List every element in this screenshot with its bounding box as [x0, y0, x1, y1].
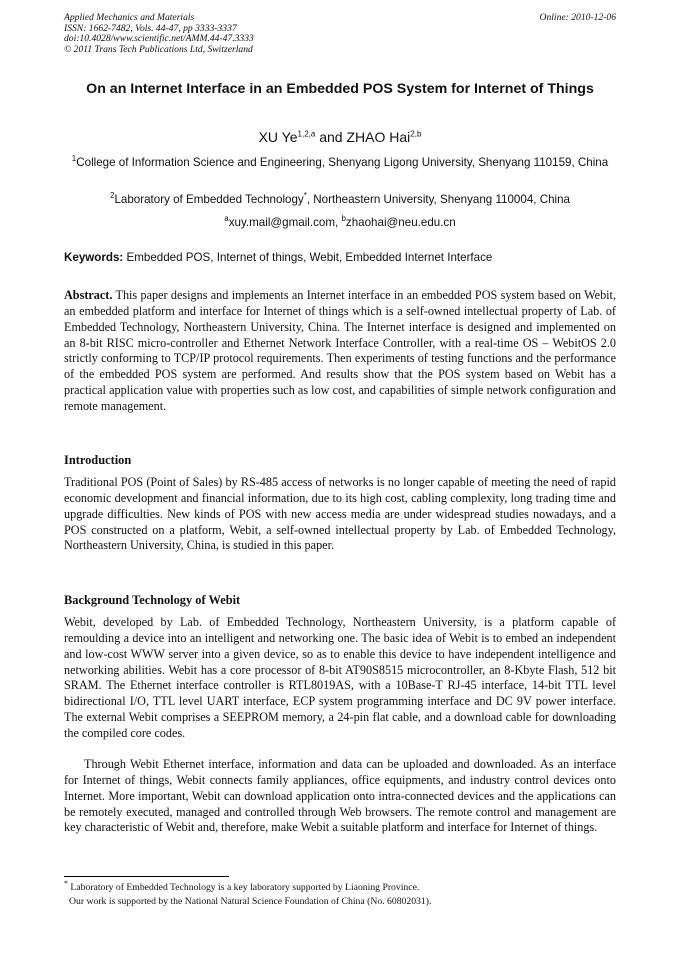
footnote-2: Our work is supported by the National Natural Science Foundation of China (No. 60802031).	[69, 896, 432, 907]
affiliation-text: , Northeastern University, Shenyang 110004, China	[306, 193, 571, 206]
introduction-paragraph: Traditional POS (Point of Sales) by RS-485 access of networks is no longer capable of meeting the need of rapid economic development and financial information, due to its high cost, cabling complexity, long trading time and upgrade difficulties. New kinds of POS with new access media are under widespread studies nowadays, and a POS constructed on a platform, Webit, a self-owned intellectual property by Lab. of Embedded Technology, Northeastern University, China, is studied in this paper.	[64, 475, 616, 553]
keywords-label: Keywords:	[64, 251, 124, 264]
paper-title: On an Internet Interface in an Embedded POS System for Internet of Things	[86, 81, 594, 97]
journal-name: Applied Mechanics and Materials	[64, 12, 195, 23]
keywords-text: Embedded POS, Internet of things, Webit, Embedded Internet Interface	[123, 251, 493, 264]
journal-header	[64, 13, 616, 55]
affiliation-text: Laboratory of Embedded Technology	[114, 193, 304, 206]
section-heading-background: Background Technology of Webit	[64, 593, 241, 607]
author-name: XU Ye	[258, 129, 298, 145]
footnote-divider	[64, 876, 229, 877]
doi-line: doi:10.4028/www.scientific.net/AMM.44-47.3333	[64, 33, 254, 45]
footnote-marker: *	[64, 878, 68, 888]
author-superscript: 1,2,a	[297, 129, 316, 139]
background-paragraph-2: Through Webit Ethernet interface, information and data can be uploaded and downloaded. As an interface for Internet of things, Webit connects family appliances, office equipments, and industry control devices onto Internet. More important, Webit can download application onto intra-connected devices and the applications can be remotely executed, managed and controlled through Web browsers. The remote control and management are key characteristic of Webit and, therefore, make Webit a suitable platform and interface for Internet of things.	[64, 757, 616, 835]
issn-line: ISSN: 1662-7482, Vols. 44-47, pp 3333-3337	[64, 22, 237, 34]
affiliation-text: College of Information Science and Engineering, Shenyang Ligong University, Shenyang 110159, China	[76, 156, 609, 169]
email-line	[64, 215, 616, 231]
author-superscript: 2,b	[410, 129, 422, 139]
affiliation-marker: 2	[109, 191, 115, 201]
email-address: xuy.mail@gmail.com	[228, 216, 336, 229]
footnote-1	[64, 878, 616, 894]
author-conjunction: and	[315, 129, 347, 145]
copyright-line: © 2011 Trans Tech Publications Ltd, Switzerland	[64, 43, 253, 55]
email-address: zhaohai@neu.edu.cn	[345, 216, 456, 229]
author-name: ZHAO Hai	[346, 129, 411, 145]
online-date: Online: 2010-12-06	[539, 12, 616, 23]
affiliation-1	[64, 155, 616, 171]
email-marker: b	[341, 214, 346, 224]
email-separator: ,	[335, 216, 342, 229]
footnote-marker: *	[303, 191, 307, 201]
background-paragraph-1: Webit, developed by Lab. of Embedded Technology, Northeastern University, is a platform capable of remoulding a device into an intelligent and networking one. The basic idea of Webit is to embed an independent and low-cost WWW server into a given device, so as to enable this device to have independent intelligence and networking abilities. Webit has a core processor of 8-bit AT90S8515 microcontroller, an 8-Kbyte Flash, 512 bit SRAM. The Ethernet interface controller is RTL8019AS, with a 10Base-T RJ-45 interface, 14-bit TTL level bidirectional I/O, TTL level UART interface, ECP system programming interface and DC 9V power interface. The external Webit comprises a SEEPROM memory, a 24-pin flat cable, and a download cable for downloading the compiled core codes.	[64, 615, 616, 740]
email-marker: a	[224, 214, 229, 224]
footnote-text: Laboratory of Embedded Technology is a key laboratory supported by Liaoning Province.	[68, 882, 420, 893]
abstract-label: Abstract.	[64, 288, 113, 302]
abstract	[64, 288, 616, 415]
affiliation-marker: 1	[71, 154, 77, 164]
keywords	[64, 250, 616, 265]
section-heading-introduction: Introduction	[64, 453, 132, 467]
author-line	[64, 128, 616, 146]
affiliation-2	[64, 192, 616, 208]
abstract-text: This paper designs and implements an Internet interface in an embedded POS system based on Webit, an embedded platform and interface for Internet of things which is a self-owned intellectual property of Lab. of Embedded Technology, Northeastern University, China. The Internet interface is designed and implemented on an 8-bit RISC micro-controller and Ethernet Network Interface Controller, with a real-time OS – WebitOS 2.0 strictly conforming to TCP/IP protocol requirements. Then experiments of testing functions and the performance of the embedded POS system are performed. And results show that the POS system based on Webit has a practical application value with properties such as low cost, and capabilities of simple network configuration and remote management.	[64, 288, 616, 413]
